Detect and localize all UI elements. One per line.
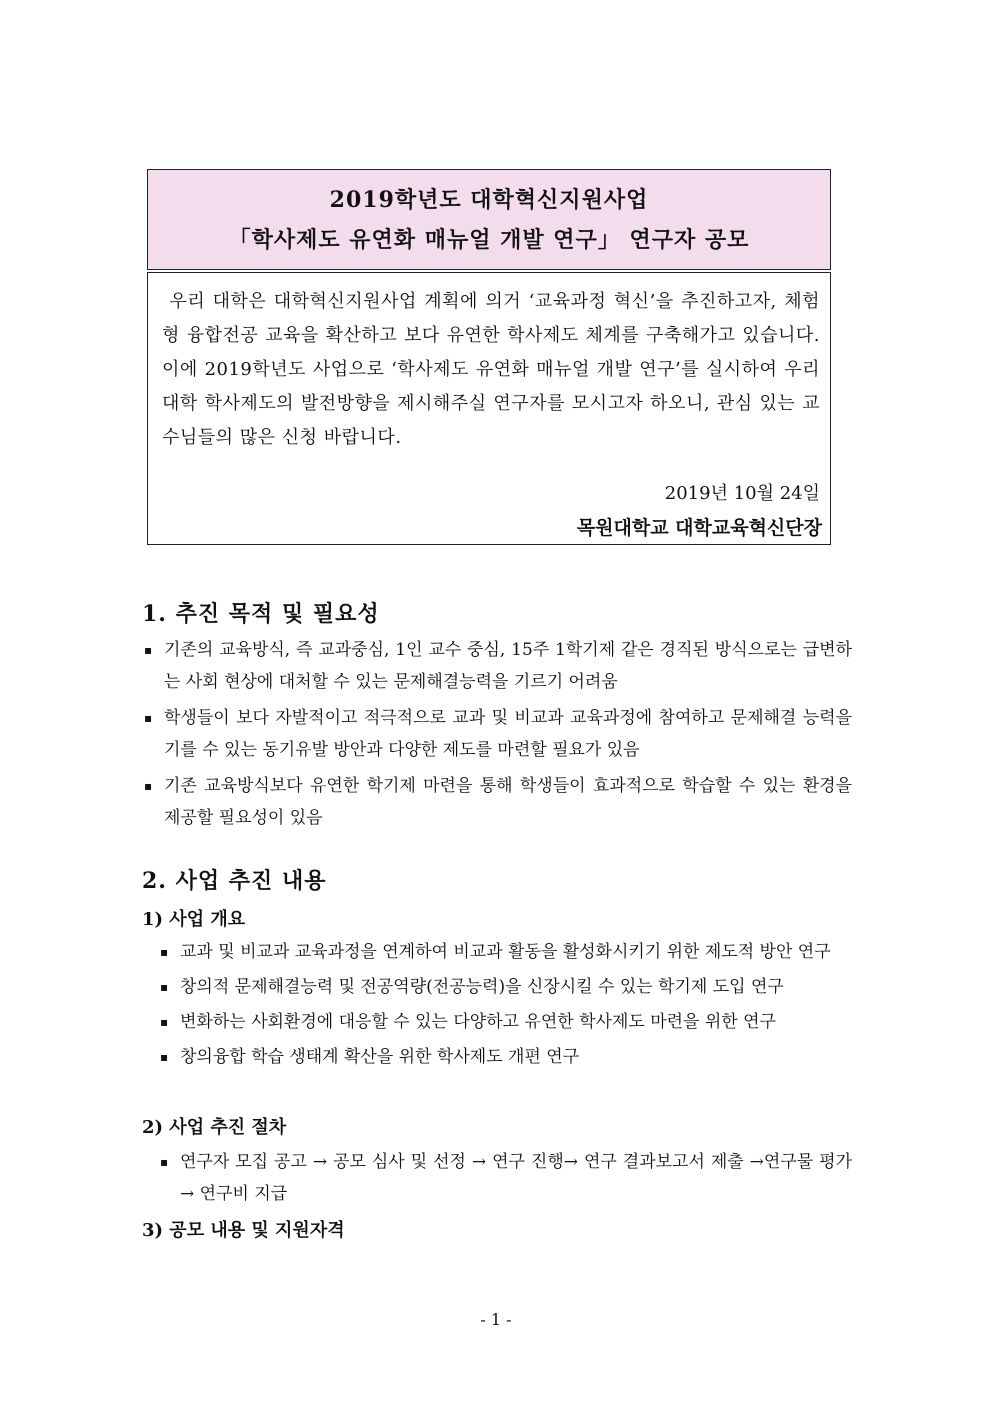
intro-paragraph: 우리 대학은 대학혁신지원사업 계획에 의거 ‘교육과정 혁신’을 추진하고자, 체험형 융합전공 교육을 확산하고 보다 유연한 학사제도 체계를 구축해가고 있습니다. 이에 2019학년도 사업으로 ‘학사제도 유연화 매뉴얼 개발 연구’를 실시하여 우리 대학 학사제도의 발전방향을 제시해주실 연구자를 모시고자 하오니, 관심 있는 교수님들의 많은 신청 바랍니다. [162,291,820,448]
bullet-icon: ▪ [160,1050,169,1064]
intro-box [147,272,831,545]
list-item: ▪ 기존 교육방식보다 유연한 학기제 마련을 통해 학생들이 효과적으로 학습할 수 있는 환경을 제공할 필요성이 있음 [142,770,852,834]
subsection2-heading: 2) 사업 추진 절차 [142,1117,287,1138]
bullet-icon: ▪ [144,779,153,793]
bullet-icon: ▪ [144,643,153,657]
section1-bullet-list [142,634,852,838]
section1-heading: 1. 추진 목적 및 필요성 [142,601,380,627]
bullet-icon: ▪ [160,980,169,994]
list-item: ▪ 창의적 문제해결능력 및 전공역량(전공능력)을 신장시킬 수 있는 학기제 도입 연구 [158,971,852,1003]
title-box [147,169,831,270]
list-item: ▪ 창의융합 학습 생태계 확산을 위한 학사제도 개편 연구 [158,1041,852,1073]
page-number: - 1 - [480,1310,512,1329]
subsection1-bullet-list [158,936,852,1076]
intro-date: 2019년 10월 24일 [664,483,820,504]
bullet-icon: ▪ [160,1015,169,1029]
bullet-icon: ▪ [144,711,153,725]
subsection2-bullet-list [158,1146,852,1213]
list-item: ▪ 기존의 교육방식, 즉 교과중심, 1인 교수 중심, 15주 1학기제 같은 경직된 방식으로는 급변하는 사회 현상에 대처할 수 있는 문제해결능력을 기르기 어려움 [142,634,852,698]
list-item: ▪ 연구자 모집 공고 → 공모 심사 및 선정 → 연구 진행→ 연구 결과보고서 제출 →연구물 평가 → 연구비 지급 [158,1146,852,1210]
list-item: ▪ 교과 및 비교과 교육과정을 연계하여 비교과 활동을 활성화시키기 위한 제도적 방안 연구 [158,936,852,968]
bullet-icon: ▪ [160,1155,169,1169]
list-item: ▪ 학생들이 보다 자발적이고 적극적으로 교과 및 비교과 교육과정에 참여하고 문제해결 능력을 기를 수 있는 동기유발 방안과 다양한 제도를 마련할 필요가 있음 [142,702,852,766]
subsection3-heading: 3) 공모 내용 및 지원자격 [142,1220,345,1241]
intro-signer: 목원대학교 대학교육혁신단장 [576,517,822,539]
subsection1-heading: 1) 사업 개요 [142,909,246,930]
document-title-line2: 「학사제도 유연화 매뉴얼 개발 연구」 연구자 공모 [228,227,750,253]
list-item: ▪ 변화하는 사회환경에 대응할 수 있는 다양하고 유연한 학사제도 마련을 위한 연구 [158,1006,852,1038]
section2-heading: 2. 사업 추진 내용 [142,868,327,894]
bullet-icon: ▪ [160,945,169,959]
document-title-line1: 2019학년도 대학혁신지원사업 [329,187,649,213]
